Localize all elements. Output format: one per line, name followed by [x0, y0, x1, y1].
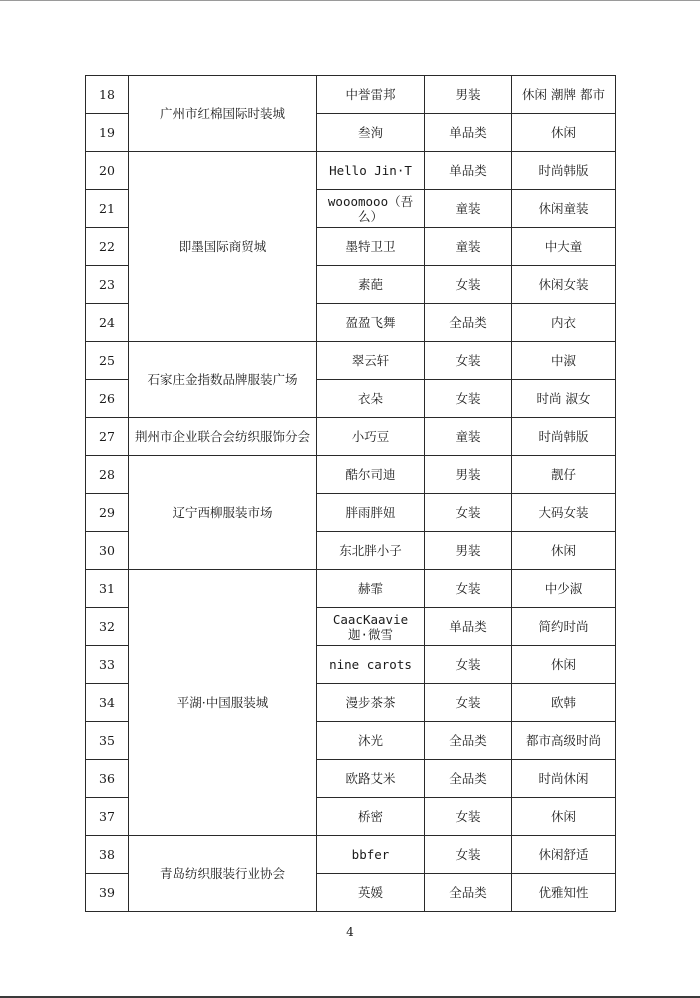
category-cell: 男装	[425, 76, 512, 114]
row-number-cell: 21	[86, 190, 129, 228]
category-cell: 女装	[425, 684, 512, 722]
row-number-cell: 30	[86, 532, 129, 570]
brand-cell	[317, 152, 425, 190]
brand-name: 沐光	[357, 733, 383, 748]
category-cell: 女装	[425, 494, 512, 532]
category-cell: 男装	[425, 456, 512, 494]
style-cell: 都市高级时尚	[512, 722, 616, 760]
market-cell: 即墨国际商贸城	[129, 152, 317, 342]
brand-cell	[317, 646, 425, 684]
row-number-cell: 25	[86, 342, 129, 380]
brand-cell	[317, 190, 425, 228]
brand-name: Hello Jin·T	[329, 163, 412, 178]
brand-cell	[317, 722, 425, 760]
brand-name: 中誉雷邦	[345, 87, 396, 102]
style-cell: 时尚韩版	[512, 418, 616, 456]
category-cell: 男装	[425, 532, 512, 570]
row-number-cell: 35	[86, 722, 129, 760]
table-row	[86, 418, 616, 456]
category-cell: 女装	[425, 646, 512, 684]
table-row	[86, 152, 616, 190]
row-number-cell: 18	[86, 76, 129, 114]
brand-name: 赫霏	[357, 581, 383, 596]
brand-cell	[317, 114, 425, 152]
style-cell: 时尚韩版	[512, 152, 616, 190]
style-cell: 休闲	[512, 114, 616, 152]
brand-name: 漫步茶茶	[345, 695, 396, 710]
style-cell: 休闲女装	[512, 266, 616, 304]
style-cell: 中少淑	[512, 570, 616, 608]
style-cell: 时尚休闲	[512, 760, 616, 798]
category-cell: 全品类	[425, 874, 512, 912]
table-body	[86, 76, 616, 912]
brand-cell	[317, 798, 425, 836]
brand-name: 翠云轩	[351, 353, 390, 368]
row-number-cell: 22	[86, 228, 129, 266]
table-row	[86, 342, 616, 380]
category-cell: 童装	[425, 190, 512, 228]
row-number-cell: 20	[86, 152, 129, 190]
brand-name: CaacKaavie	[332, 611, 409, 627]
category-cell: 单品类	[425, 608, 512, 646]
table-row	[86, 76, 616, 114]
brand-cell	[317, 836, 425, 874]
style-cell: 休闲	[512, 532, 616, 570]
brand-name: bbfer	[351, 847, 390, 862]
brand-cell	[317, 342, 425, 380]
top-rule	[0, 0, 700, 1]
market-cell: 石家庄金指数品牌服装广场	[129, 342, 317, 418]
style-cell: 大码女装	[512, 494, 616, 532]
row-number-cell: 29	[86, 494, 129, 532]
brand-cell	[317, 418, 425, 456]
market-cell: 平湖·中国服装城	[129, 570, 317, 836]
row-number-cell: 19	[86, 114, 129, 152]
market-cell: 广州市红棉国际时装城	[129, 76, 317, 152]
row-number-cell: 27	[86, 418, 129, 456]
row-number-cell: 28	[86, 456, 129, 494]
brand-cell	[317, 532, 425, 570]
brand-cell	[317, 266, 425, 304]
style-cell: 欧韩	[512, 684, 616, 722]
row-number-cell: 37	[86, 798, 129, 836]
style-cell: 中淑	[512, 342, 616, 380]
brand-name: 东北胖小子	[339, 543, 402, 558]
row-number-cell: 36	[86, 760, 129, 798]
brand-cell	[317, 76, 425, 114]
category-cell: 女装	[425, 380, 512, 418]
category-cell: 童装	[425, 228, 512, 266]
category-cell: 女装	[425, 836, 512, 874]
category-cell: 女装	[425, 570, 512, 608]
market-cell: 荆州市企业联合会纺织服饰分会	[129, 418, 317, 456]
brand-cell	[317, 570, 425, 608]
row-number-cell: 31	[86, 570, 129, 608]
brand-name: 衣朵	[357, 391, 383, 406]
row-number-cell: 24	[86, 304, 129, 342]
brand-table	[85, 75, 616, 912]
brand-cell	[317, 684, 425, 722]
brand-name: nine carots	[329, 657, 412, 672]
category-cell: 全品类	[425, 304, 512, 342]
category-cell: 女装	[425, 342, 512, 380]
row-number-cell: 26	[86, 380, 129, 418]
brand-name: 素葩	[357, 277, 383, 292]
style-cell: 休闲 潮牌 都市	[512, 76, 616, 114]
brand-name: 小巧豆	[351, 429, 390, 444]
style-cell: 靓仔	[512, 456, 616, 494]
brand-cell	[317, 760, 425, 798]
market-cell: 辽宁西柳服装市场	[129, 456, 317, 570]
table-row	[86, 456, 616, 494]
brand-cell	[317, 608, 425, 646]
brand-name: wooomooo（吾么）	[327, 193, 414, 224]
brand-name-line2: 迦·微雪	[347, 626, 394, 642]
table-row	[86, 570, 616, 608]
brand-name: 桥密	[357, 809, 383, 824]
category-cell: 单品类	[425, 152, 512, 190]
brand-cell	[317, 494, 425, 532]
market-cell: 青岛纺织服装行业协会	[129, 836, 317, 912]
table-row	[86, 836, 616, 874]
style-cell: 时尚 淑女	[512, 380, 616, 418]
page-number: 4	[346, 925, 354, 939]
category-cell: 女装	[425, 266, 512, 304]
style-cell: 优雅知性	[512, 874, 616, 912]
brand-cell	[317, 380, 425, 418]
style-cell: 休闲	[512, 798, 616, 836]
brand-name: 酷尔司迪	[345, 467, 396, 482]
row-number-cell: 32	[86, 608, 129, 646]
row-number-cell: 34	[86, 684, 129, 722]
row-number-cell: 39	[86, 874, 129, 912]
style-cell: 中大童	[512, 228, 616, 266]
row-number-cell: 38	[86, 836, 129, 874]
brand-cell	[317, 874, 425, 912]
brand-name: 墨特卫卫	[345, 239, 396, 254]
brand-cell	[317, 456, 425, 494]
category-cell: 女装	[425, 798, 512, 836]
category-cell: 单品类	[425, 114, 512, 152]
brand-name: 叁洵	[357, 125, 383, 140]
brand-name: 盈盈飞舞	[345, 315, 396, 330]
brand-name: 胖雨胖妞	[345, 505, 396, 520]
category-cell: 童装	[425, 418, 512, 456]
style-cell: 休闲童装	[512, 190, 616, 228]
brand-name: 欧路艾米	[345, 771, 396, 786]
row-number-cell: 33	[86, 646, 129, 684]
category-cell: 全品类	[425, 760, 512, 798]
brand-name: 英媛	[357, 885, 383, 900]
style-cell: 内衣	[512, 304, 616, 342]
category-cell: 全品类	[425, 722, 512, 760]
style-cell: 简约时尚	[512, 608, 616, 646]
brand-cell	[317, 304, 425, 342]
style-cell: 休闲舒适	[512, 836, 616, 874]
style-cell: 休闲	[512, 646, 616, 684]
row-number-cell: 23	[86, 266, 129, 304]
brand-cell	[317, 228, 425, 266]
